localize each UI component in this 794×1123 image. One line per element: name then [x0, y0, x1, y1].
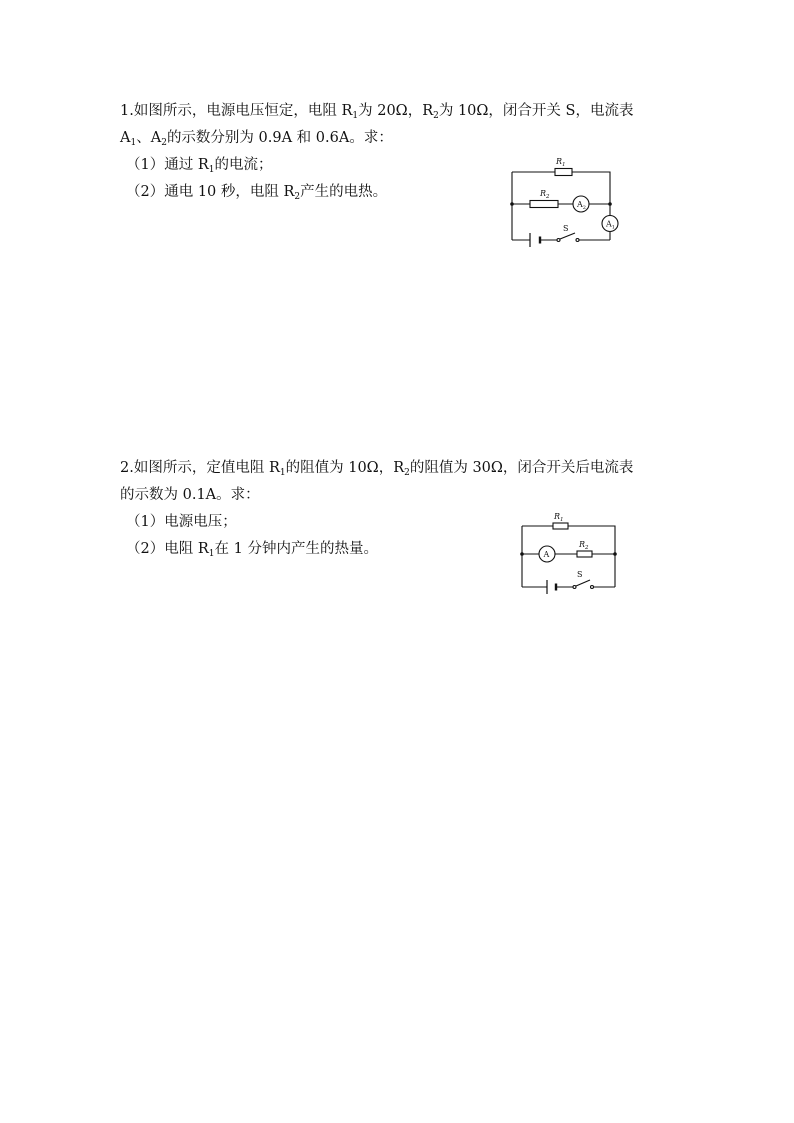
subscript: 1	[279, 468, 286, 478]
text-segment: 的阻值为 10Ω，R	[285, 460, 405, 476]
subscript: 2	[294, 192, 301, 202]
resistor-r1	[555, 169, 572, 176]
wire	[522, 526, 615, 554]
subscript: 2	[161, 138, 167, 148]
subscript: 1	[352, 111, 359, 121]
question-2-line-1	[120, 455, 680, 482]
ammeter-a1-label: $A_1$	[606, 219, 615, 231]
wire	[512, 172, 610, 203]
ammeter-label: A	[543, 550, 550, 559]
resistor-r1	[553, 523, 568, 529]
circuit-diagram-1	[500, 152, 630, 267]
text-segment: A	[120, 130, 131, 146]
ammeter-a2-label: $A_2$	[577, 200, 586, 211]
resistor-r2	[577, 551, 592, 557]
question-1-line-1	[120, 98, 680, 125]
battery-icon	[547, 580, 556, 594]
text-segment: （2）通电 10 秒，电阻 R	[126, 184, 295, 200]
text-segment: 在 1 分钟内产生的热量。	[214, 541, 378, 557]
switch-label: S	[563, 224, 569, 233]
junction-dot	[520, 552, 524, 556]
text-segment: （1）通过 R	[126, 157, 209, 173]
question-1-line-2	[120, 125, 680, 152]
text-segment: 的示数分别为 0.9A 和 0.6A。求：	[166, 130, 393, 146]
switch-icon	[573, 580, 594, 589]
switch-label: S	[577, 570, 583, 579]
text-segment: （2）电阻 R	[126, 541, 209, 557]
junction-dot	[613, 552, 617, 556]
text-segment: 产生的电热。	[300, 184, 388, 200]
subscript: 2	[404, 468, 410, 478]
subscript: 1	[130, 138, 137, 148]
r1-label: $R_1$	[556, 157, 566, 168]
r1-label: $R_1$	[554, 512, 564, 523]
r2-label: $R_2$	[579, 540, 589, 551]
text-segment: 的阻值为 30Ω，闭合开关后电流表	[409, 460, 634, 476]
text-segment: 、A	[136, 130, 162, 146]
junction-dot	[608, 202, 612, 206]
subscript: 1	[208, 165, 215, 175]
switch-icon	[557, 233, 579, 242]
text-segment: 2.如图所示，定值电阻 R	[120, 460, 280, 476]
r2-label: $R_2$	[540, 189, 550, 200]
junction-dot	[510, 202, 514, 206]
subscript: 2	[433, 111, 439, 121]
text-segment: 为 10Ω，闭合开关 S，电流表	[438, 103, 634, 119]
subscript: 1	[208, 549, 215, 559]
resistor-r2	[530, 201, 558, 208]
question-2-line-2: 的示数为 0.1A。求：	[120, 487, 260, 503]
text-segment: 1.如图所示，电源电压恒定，电阻 R	[120, 103, 353, 119]
text-segment: 的电流；	[214, 157, 273, 173]
circuit-diagram-2	[510, 506, 630, 596]
battery-icon	[530, 233, 540, 247]
question-2-item-1: （1）电源电压；	[126, 514, 237, 530]
text-segment: 为 20Ω，R	[358, 103, 434, 119]
